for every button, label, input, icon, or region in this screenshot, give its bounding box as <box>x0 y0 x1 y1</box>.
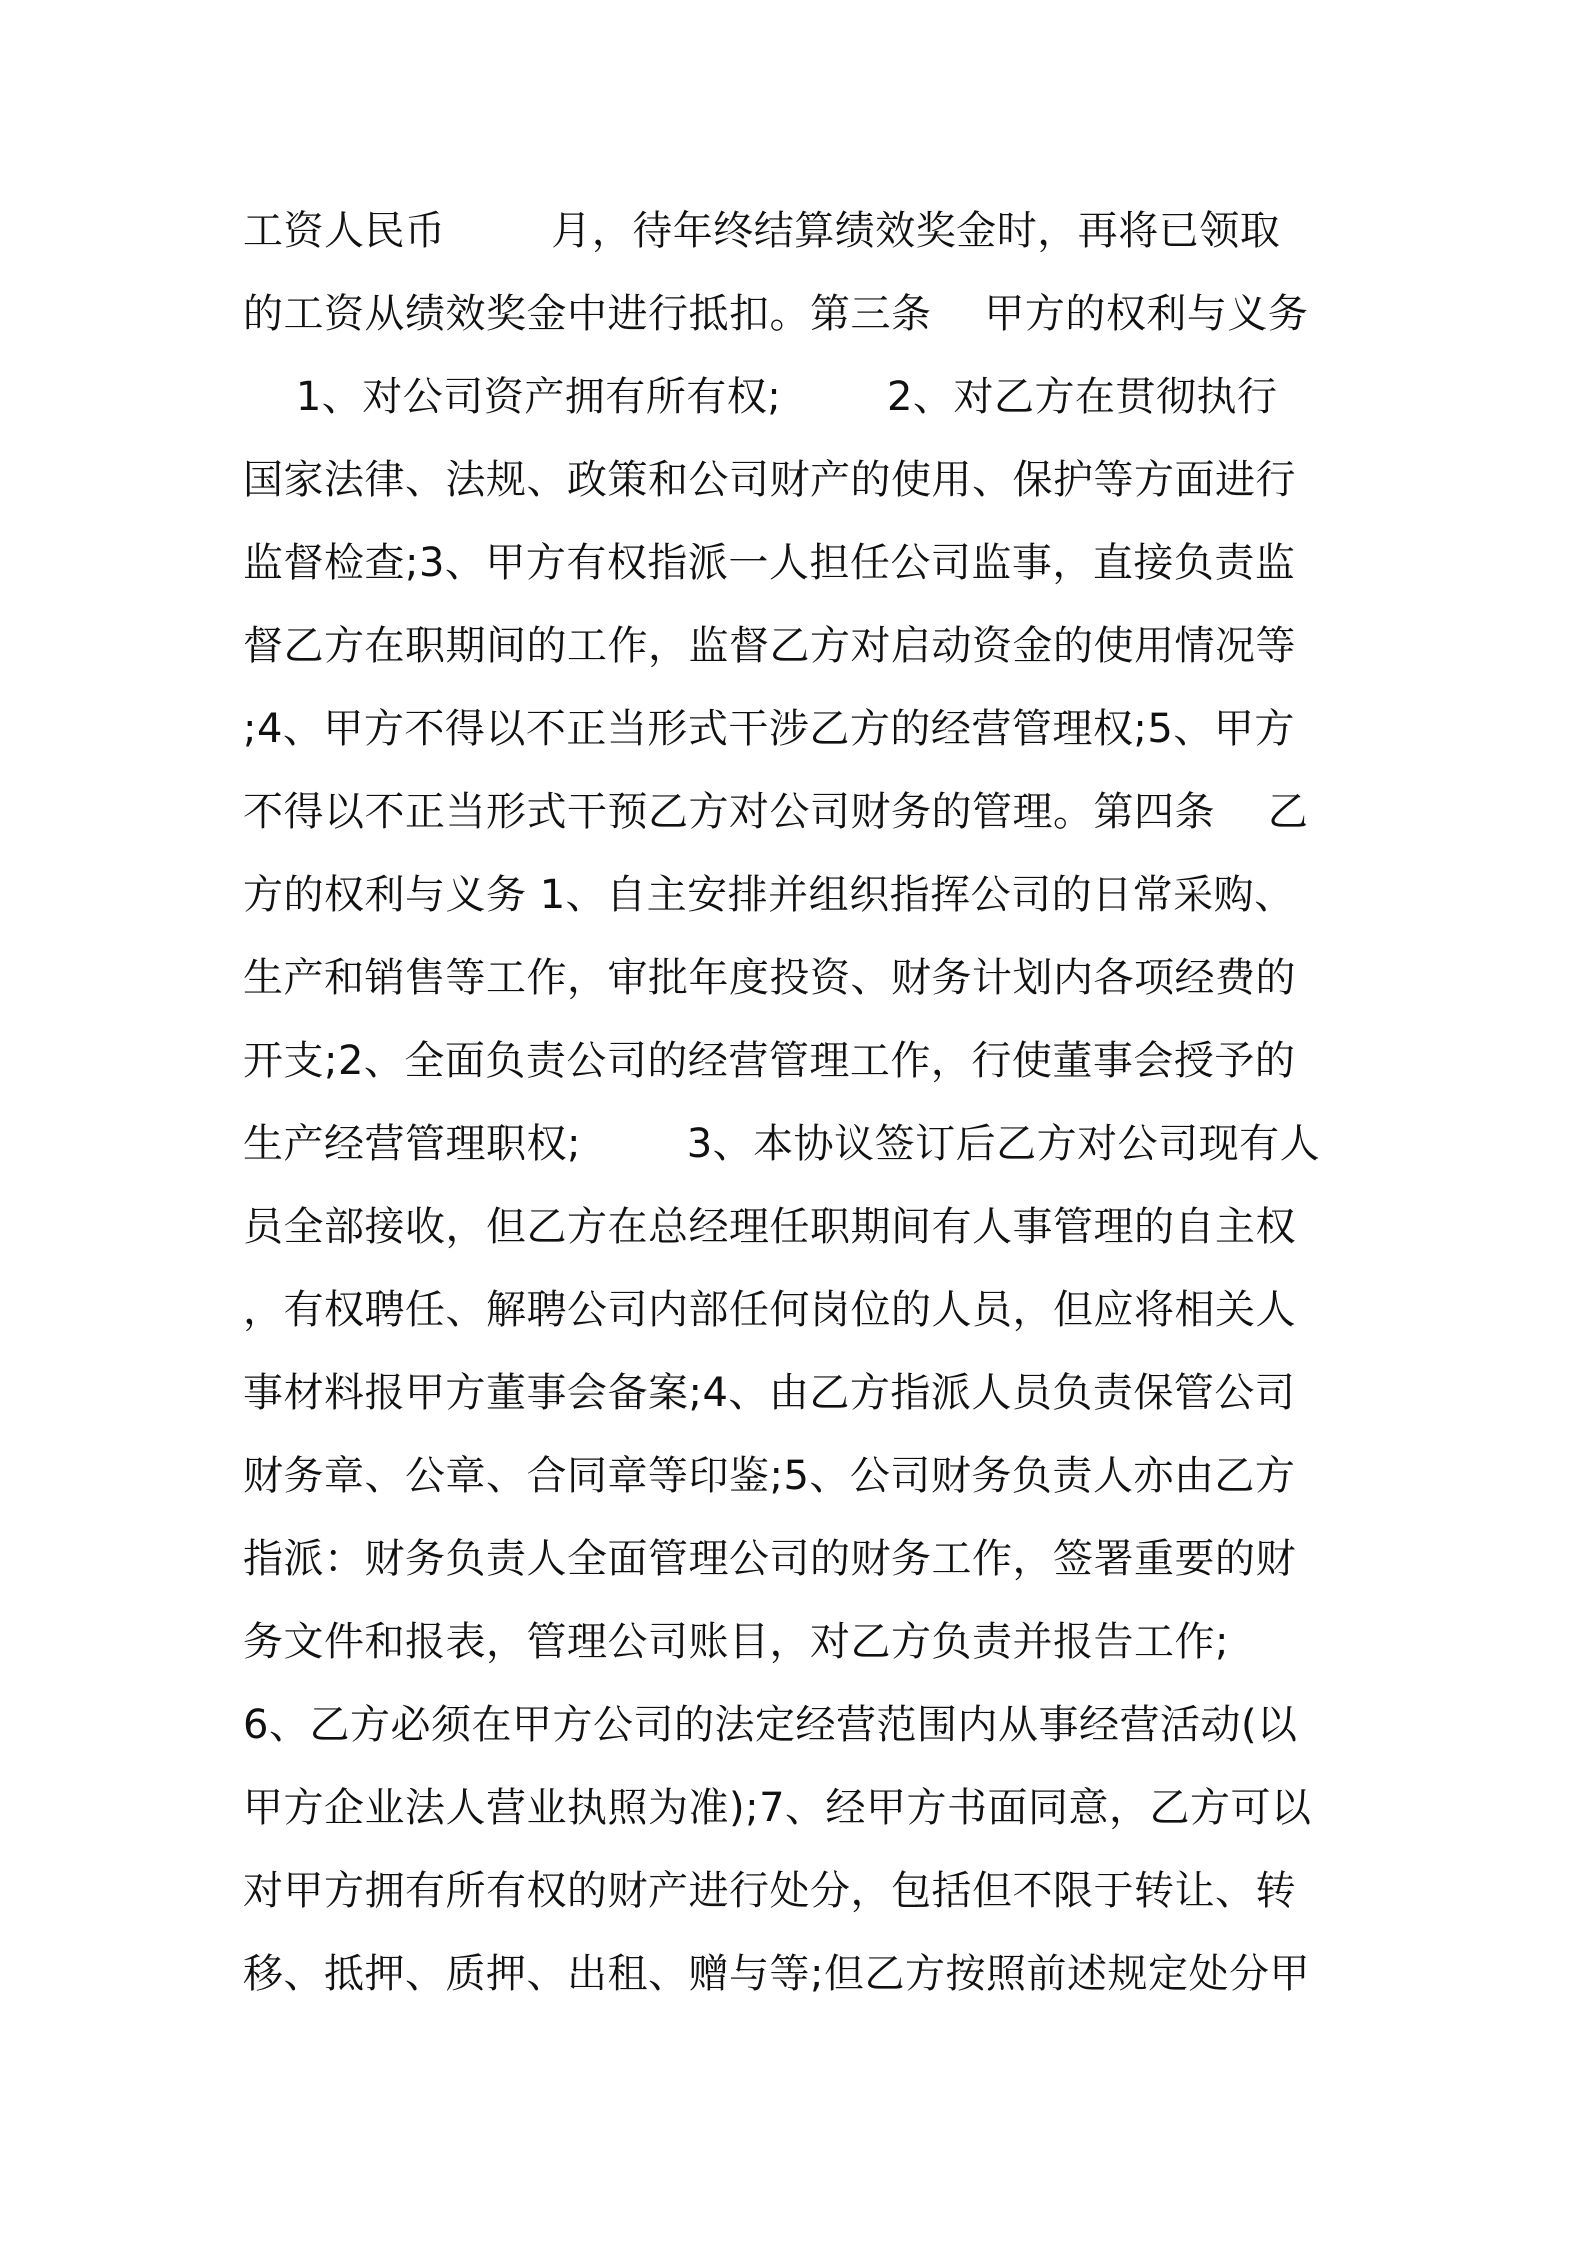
text-line: 6、乙方必须在甲方公司的法定经营范围内从事经营活动(以 <box>243 1702 1298 1748</box>
text-line: 员全部接收，但乙方在总经理任职期间有人事管理的自主权 <box>243 1204 1296 1250</box>
text-line: 生产和销售等工作，审批年度投资、财务计划内各项经费的 <box>243 955 1296 1001</box>
text-line: 开支;2、全面负责公司的经营管理工作，行使董事会授予的 <box>243 1038 1296 1084</box>
text-line: 的工资从绩效奖金中进行抵扣。第三条 甲方的权利与义务 <box>243 291 1309 337</box>
text-line: 指派：财务负责人全面管理公司的财务工作，签署重要的财 <box>243 1536 1296 1582</box>
text-line: 督乙方在职期间的工作，监督乙方对启动资金的使用情况等 <box>243 623 1296 669</box>
text-line: 生产经营管理职权; 3、本协议签订后乙方对公司现有人 <box>243 1121 1321 1167</box>
text-line: 甲方企业法人营业执照为准);7、经甲方书面同意，乙方可以 <box>243 1785 1312 1831</box>
text-line: 方的权利与义务 1、自主安排并组织指挥公司的日常采购、 <box>243 872 1295 918</box>
text-line: 财务章、公章、合同章等印鉴;5、公司财务负责人亦由乙方 <box>243 1453 1296 1499</box>
text-line: 国家法律、法规、政策和公司财产的使用、保护等方面进行 <box>243 457 1296 503</box>
text-line: 监督检查;3、甲方有权指派一人担任公司监事，直接负责监 <box>243 540 1296 586</box>
text-line: 务文件和报表，管理公司账目，对乙方负责并报告工作; <box>243 1619 1229 1665</box>
text-line: 不得以不正当形式干预乙方对公司财务的管理。第四条 乙 <box>243 789 1309 835</box>
text-line: 事材料报甲方董事会备案;4、由乙方指派人员负责保管公司 <box>243 1370 1296 1416</box>
text-line: 移、抵押、质押、出租、赠与等;但乙方按照前述规定处分甲 <box>243 1951 1310 1997</box>
text-line: 对甲方拥有所有权的财产进行处分，包括但不限于转让、转 <box>243 1868 1296 1914</box>
text-line: ;4、甲方不得以不正当形式干涉乙方的经营管理权;5、甲方 <box>243 706 1295 752</box>
text-line: 1、对公司资产拥有所有权; 2、对乙方在贯彻执行 <box>243 374 1278 420</box>
text-line: 工资人民币 月，待年终结算绩效奖金时，再将已领取 <box>243 208 1281 254</box>
document-body <box>243 190 1363 2016</box>
text-line: ，有权聘任、解聘公司内部任何岗位的人员，但应将相关人 <box>243 1287 1296 1333</box>
